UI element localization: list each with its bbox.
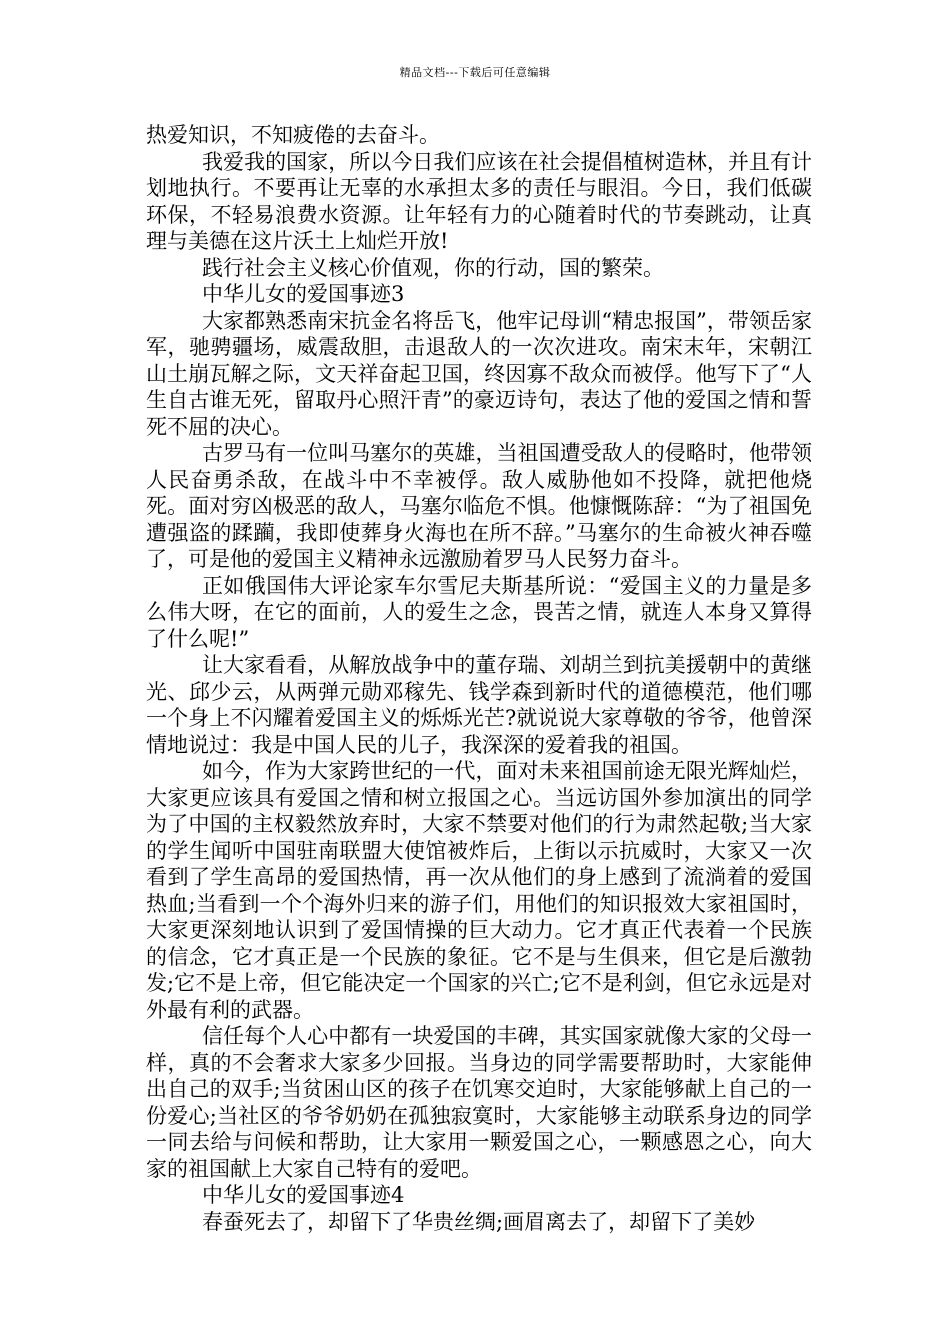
- paragraph: 古罗马有一位叫马塞尔的英雄，当祖国遭受敌人的侵略时，他带领人民奋勇杀敌，在战斗中不幸被俘。敌人威胁他如不投降，就把他烧死。面对穷凶极恶的敌人，马塞尔临危不惧。他慷慨陈辞：“为了祖国免遭强盗的蹂躏，我即使葬身火海也在所不辞。”马塞尔的生命被火神吞噬了，可是他的爱国主义精神永远激励着罗马人民努力奋斗。: [146, 441, 812, 571]
- paragraph: 信任每个人心中都有一块爱国的丰碑，其实国家就像大家的父母一样，真的不会奢求大家多少回报。当身边的同学需要帮助时，大家能伸出自己的双手;当贫困山区的孩子在饥寒交迫时，大家能够献上自己的一份爱心;当社区的爷爷奶奶在孤独寂寞时，大家能够主动联系身边的同学一同去给与问候和帮助，让大家用一颗爱国之心，一颗感恩之心，向大家的祖国献上大家自己特有的爱吧。: [146, 1024, 812, 1181]
- paragraph: 春蚕死去了，却留下了华贵丝绸;画眉离去了，却留下了美妙: [202, 1209, 756, 1234]
- paragraph: 正如俄国伟大评论家车尔雪尼夫斯基所说：“爱国主义的力量是多么伟大呀，在它的面前，人的爱生之念，畏苦之情，就连人本身又算得了什么呢!”: [146, 573, 812, 651]
- section-heading: 中华儿女的爱国事迹4: [202, 1183, 405, 1207]
- paragraph: 大家都熟悉南宋抗金名将岳飞，他牢记母训“精忠报国”，带领岳家军，驰骋疆场，威震敌胆，击退敌人的一次次进攻。南宋末年，宋朝江山土崩瓦解之际，文天祥奋起卫国，终因寡不敌众而被俘。他写下了“人生自古谁无死，留取丹心照汗青”的豪迈诗句，表达了他的爱国之情和誓死不屈的决心。: [146, 308, 812, 439]
- section-heading: 中华儿女的爱国事迹3: [202, 282, 405, 306]
- paragraph: 践行社会主义核心价值观，你的行动，国的繁荣。: [202, 255, 664, 280]
- document-body: [146, 122, 812, 1235]
- page-header: 精品文档---下载后可任意编辑: [399, 66, 551, 79]
- paragraph: 如今，作为大家跨世纪的一代，面对未来祖国前途无限光辉灿烂，大家更应该具有爱国之情和树立报国之心。当远访国外参加演出的同学为了中国的主权毅然放弃时，大家不禁要对他们的行为肃然起敬;当大家的学生闻听中国驻南联盟大使馆被炸后，上街以示抗威时，大家又一次看到了学生高昂的爱国热情，再一次从他们的身上感到了流淌着的爱国热血;当看到一个个海外归来的游子们，用他们的知识报效大家祖国时，大家更深刻地认识到了爱国情操的巨大动力。它才真正代表着一个民族的信念，它才真正是一个民族的象征。它不是与生俱来，但它是后激勃发;它不是上帝，但它能决定一个国家的兴亡;它不是利剑，但它永远是对外最有利的武器。: [146, 759, 812, 1022]
- paragraph: 让大家看看，从解放战争中的董存瑞、刘胡兰到抗美援朝中的黄继光、邱少云，从两弹元勋邓稼先、钱学森到新时代的道德模范，他们哪一个身上不闪耀着爱国主义的烁烁光芒?就说说大家尊敬的爷爷，他曾深情地说过：我是中国人民的儿子，我深深的爱着我的祖国。: [146, 653, 812, 757]
- paragraph: 热爱知识，不知疲倦的去奋斗。: [146, 123, 440, 147]
- paragraph: 我爱我的国家，所以今日我们应该在社会提倡植树造林，并且有计划地执行。不要再让无辜的水承担太多的责任与眼泪。今日，我们低碳环保，不轻易浪费水资源。让年轻有力的心随着时代的节奏跳动，让真理与美德在这片沃土上灿烂开放!: [146, 149, 812, 253]
